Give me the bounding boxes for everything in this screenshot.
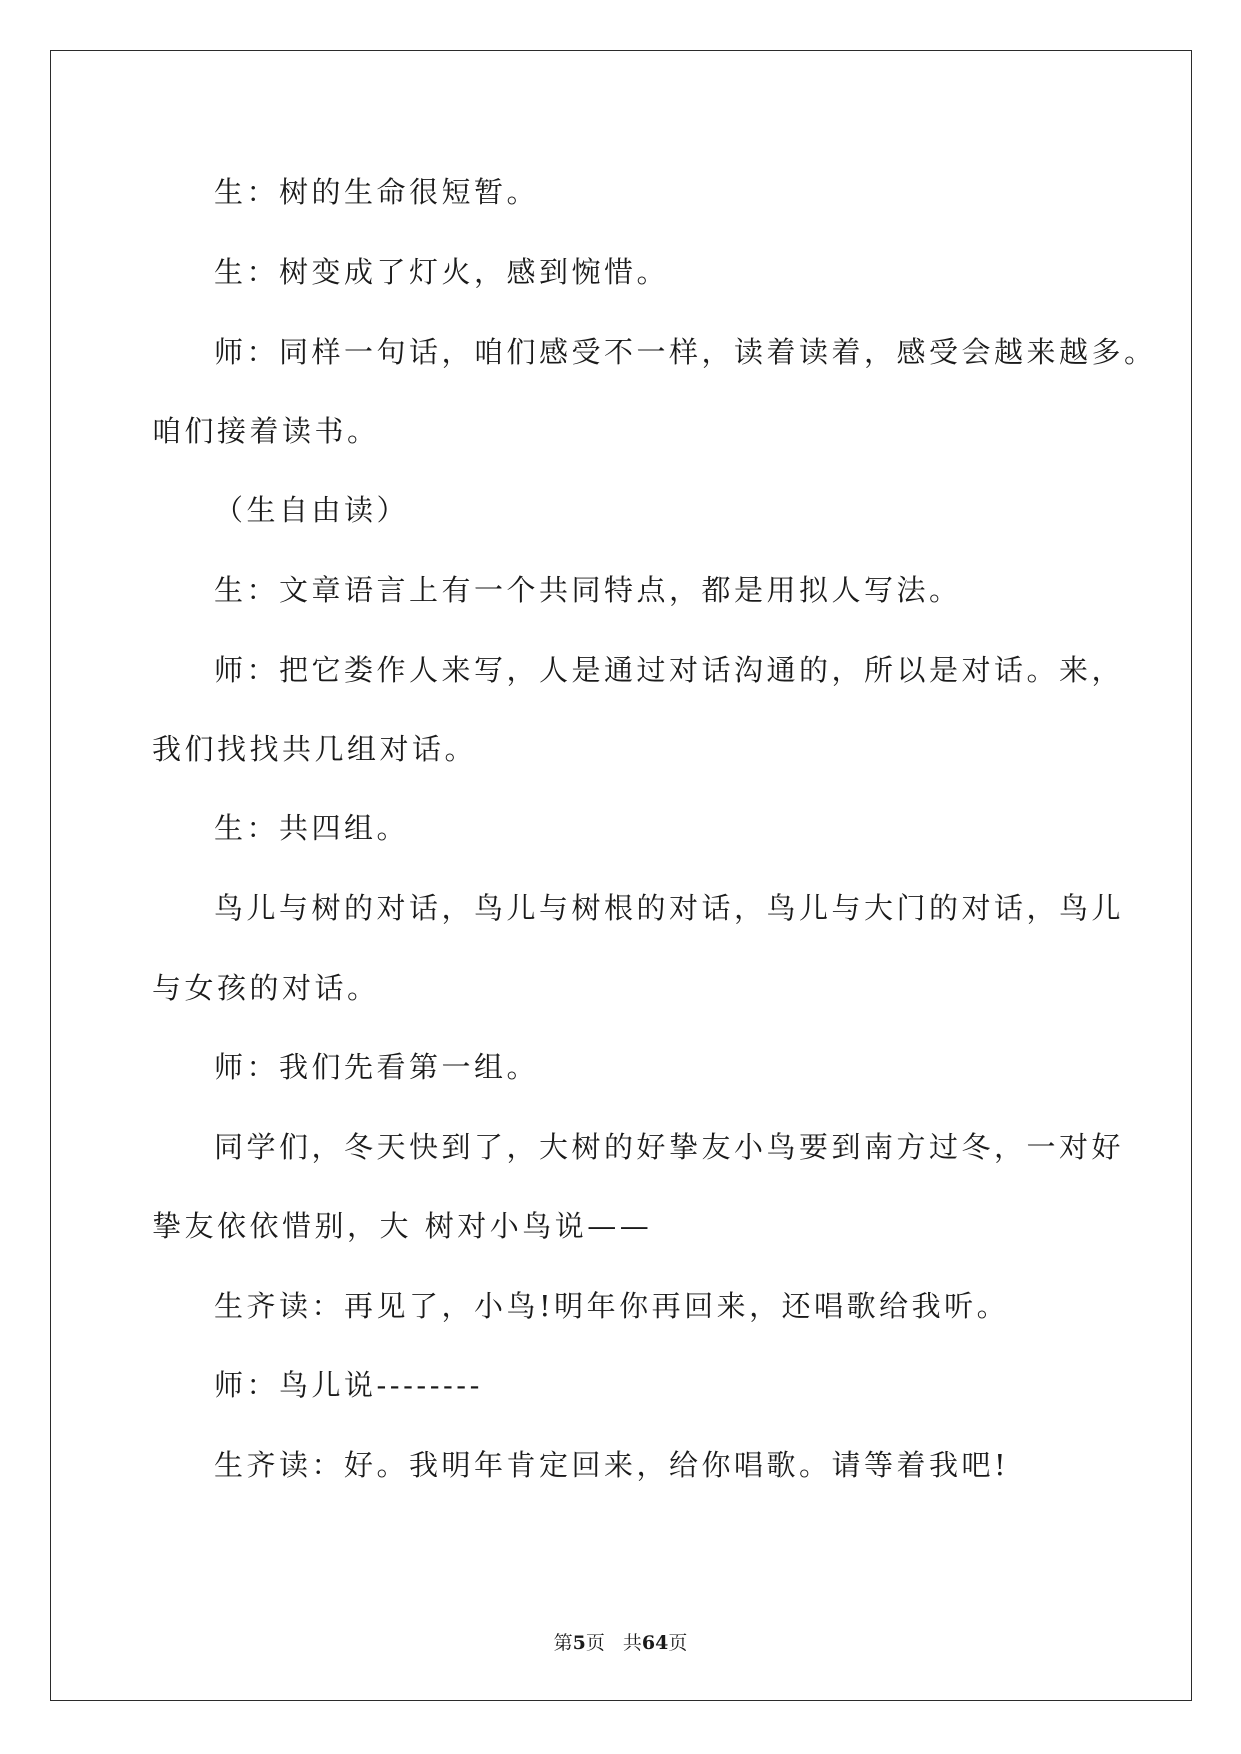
footer-page-prefix: 第 — [553, 1632, 573, 1654]
footer-total-pages: 64 — [641, 1632, 669, 1654]
text-line: 生：树的生命很短暂。 — [214, 175, 540, 209]
text-line: （生自由读） — [214, 493, 410, 527]
text-line: 挚友依依惜别，大 树对小鸟说—— — [152, 1209, 653, 1243]
text-line: 师：鸟儿说-------- — [214, 1368, 483, 1402]
text-line: 生齐读：再见了，小鸟!明年你再回来，还唱歌给我听。 — [214, 1289, 1010, 1323]
text-line: 咱们接着读书。 — [152, 414, 380, 448]
page-footer — [0, 1630, 1241, 1656]
footer-total-prefix: 共 — [622, 1632, 642, 1654]
footer-total-unit: 页 — [668, 1632, 688, 1654]
text-line: 生：文章语言上有一个共同特点，都是用拟人写法。 — [214, 573, 962, 607]
footer-page-unit: 页 — [585, 1632, 605, 1654]
text-line: 师：我们先看第一组。 — [214, 1050, 540, 1084]
text-line: 生：树变成了灯火，感到惋惜。 — [214, 255, 670, 289]
text-line: 生：共四组。 — [214, 811, 410, 845]
text-line: 生齐读：好。我明年肯定回来，给你唱歌。请等着我吧! — [214, 1448, 1010, 1482]
text-line: 我们找找共几组对话。 — [152, 732, 478, 766]
text-line: 与女孩的对话。 — [152, 971, 380, 1005]
text-line: 师：把它娄作人来写，人是通过对话沟通的，所以是对话。来， — [214, 653, 1125, 687]
text-line: 师：同样一句话，咱们感受不一样，读着读着，感受会越来越多。 — [214, 335, 1157, 369]
footer-page-number: 5 — [572, 1632, 586, 1654]
text-line: 鸟儿与树的对话，鸟儿与树根的对话，鸟儿与大门的对话，鸟儿 — [214, 891, 1125, 925]
text-line: 同学们，冬天快到了，大树的好挚友小鸟要到南方过冬，一对好 — [214, 1130, 1125, 1164]
